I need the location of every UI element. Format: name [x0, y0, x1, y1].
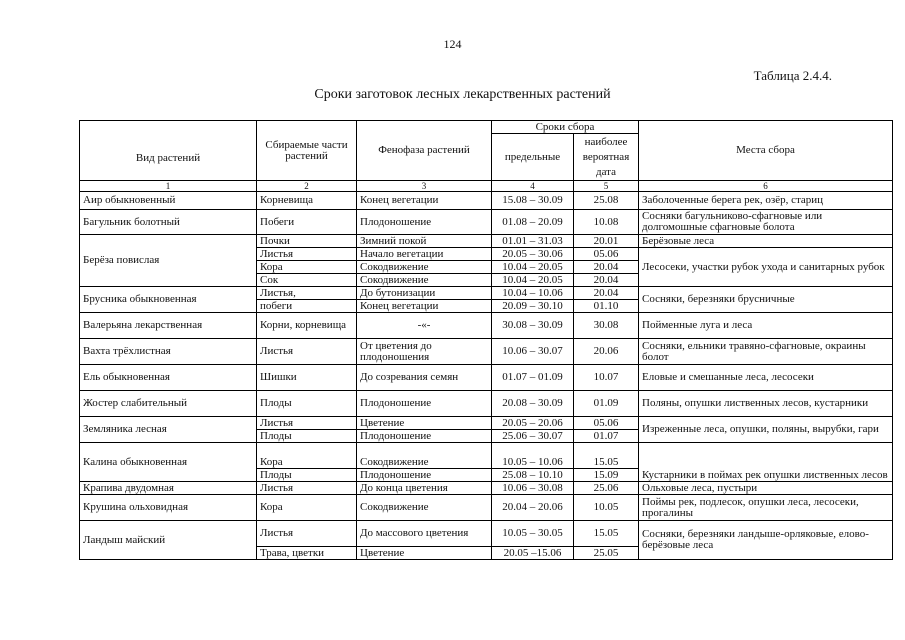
- table-row: [80, 313, 893, 339]
- phenophase: Конец вегетации: [357, 300, 492, 313]
- harvest-place: Сосняки, березняки ландыше-орляковые, елово-берёзовые леса: [639, 521, 893, 560]
- table-label: Таблица 2.4.4.: [753, 68, 832, 83]
- plant-part: Кора: [257, 261, 357, 274]
- limit-range: 10.06 – 30.08: [492, 482, 574, 495]
- likely-date: 25.08: [574, 192, 639, 210]
- harvest-place: Еловые и смешанные леса, лесосеки: [639, 365, 893, 391]
- plant-part: Листья: [257, 482, 357, 495]
- plant-part: Плоды: [257, 391, 357, 417]
- header-species: Вид растений: [80, 121, 257, 181]
- phenophase: До бутонизации: [357, 287, 492, 300]
- plant-part: Листья,: [257, 287, 357, 300]
- plant-part: Корни, корневища: [257, 313, 357, 339]
- likely-date: 10.07: [574, 365, 639, 391]
- phenophase: Цветение: [357, 417, 492, 430]
- species-name: Аир обыкновенный: [80, 192, 257, 210]
- likely-date: 15.05: [574, 521, 639, 547]
- plant-part: Плоды: [257, 430, 357, 443]
- limit-range: 25.08 – 10.10: [492, 469, 574, 482]
- plant-part: Побеги: [257, 210, 357, 235]
- likely-date: 25.05: [574, 547, 639, 560]
- likely-date: 25.06: [574, 482, 639, 495]
- plant-part: Листья: [257, 417, 357, 430]
- phenophase: Зимний покой: [357, 235, 492, 248]
- species-name: Крушина ольховидная: [80, 495, 257, 521]
- species-name: Жостер слабительный: [80, 391, 257, 417]
- col-number: 4: [492, 181, 574, 192]
- header-limit: предельные: [492, 134, 574, 181]
- species-name: Брусника обыкновенная: [80, 287, 257, 313]
- limit-range: 10.04 – 20.05: [492, 261, 574, 274]
- phenophase: До массового цветения: [357, 521, 492, 547]
- header-likely: наиболее вероятная дата: [574, 134, 639, 181]
- likely-date: 01.09: [574, 391, 639, 417]
- limit-range: 20.05 – 20.06: [492, 417, 574, 430]
- harvest-place: Сосняки, березняки брусничные: [639, 287, 893, 313]
- plant-part: Кора: [257, 443, 357, 469]
- phenophase: Сокодвижение: [357, 261, 492, 274]
- col-number: 6: [639, 181, 893, 192]
- limit-range: 15.08 – 30.09: [492, 192, 574, 210]
- likely-date: 20.06: [574, 339, 639, 365]
- likely-date: 10.05: [574, 495, 639, 521]
- phenophase: Сокодвижение: [357, 495, 492, 521]
- species-name: Калина обыкновенная: [80, 443, 257, 482]
- likely-date: 15.05: [574, 443, 639, 469]
- harvest-place: Сосняки, ельники травяно-сфагновые, окраины болот: [639, 339, 893, 365]
- limit-range: 20.08 – 30.09: [492, 391, 574, 417]
- table-row: [80, 521, 893, 547]
- plant-part: Шишки: [257, 365, 357, 391]
- phenophase: Плодоношение: [357, 210, 492, 235]
- species-name: Крапива двудомная: [80, 482, 257, 495]
- likely-date: 10.08: [574, 210, 639, 235]
- table-row: [80, 417, 893, 430]
- plant-part: Плоды: [257, 469, 357, 482]
- limit-range: 20.05 – 30.06: [492, 248, 574, 261]
- table-row: [80, 482, 893, 495]
- limit-range: 25.06 – 30.07: [492, 430, 574, 443]
- limit-range: 01.07 – 01.09: [492, 365, 574, 391]
- plant-part: Листья: [257, 248, 357, 261]
- harvest-place: Берёзовые леса: [639, 235, 893, 248]
- limit-range: 10.04 – 20.05: [492, 274, 574, 287]
- phenophase: Плодоношение: [357, 391, 492, 417]
- phenophase: Плодоношение: [357, 469, 492, 482]
- plant-part: побеги: [257, 300, 357, 313]
- plant-part: Листья: [257, 521, 357, 547]
- species-name: Вахта трёхлистная: [80, 339, 257, 365]
- likely-date: 01.10: [574, 300, 639, 313]
- plant-part: Трава, цветки: [257, 547, 357, 560]
- table-row: [80, 287, 893, 300]
- plant-part: Сок: [257, 274, 357, 287]
- phenophase: Плодоношение: [357, 430, 492, 443]
- phenophase: До созревания семян: [357, 365, 492, 391]
- likely-date: 05.06: [574, 248, 639, 261]
- phenophase: До конца цветения: [357, 482, 492, 495]
- limit-range: 01.01 – 31.03: [492, 235, 574, 248]
- likely-date: 15.09: [574, 469, 639, 482]
- species-name: Ландыш майский: [80, 521, 257, 560]
- limit-range: 30.08 – 30.09: [492, 313, 574, 339]
- page-number: 124: [443, 37, 462, 51]
- table-row: [80, 495, 893, 521]
- phenophase: От цветения до плодоношения: [357, 339, 492, 365]
- phenophase: -«-: [357, 313, 492, 339]
- species-name: Берёза повислая: [80, 235, 257, 287]
- phenophase: Конец вегетации: [357, 192, 492, 210]
- phenophase: Сокодвижение: [357, 274, 492, 287]
- harvest-place: Сосняки багульниково-сфагновые или долгомошные сфагновые болота: [639, 210, 893, 235]
- harvest-place: Поляны, опушки лиственных лесов, кустарники: [639, 391, 893, 417]
- table-row: [80, 192, 893, 210]
- harvest-place: Лесосеки, участки рубок ухода и санитарных рубок: [639, 248, 893, 287]
- limit-range: 10.05 – 10.06: [492, 443, 574, 469]
- plant-part: Листья: [257, 339, 357, 365]
- species-name: Ель обыкновенная: [80, 365, 257, 391]
- phenophase: Цветение: [357, 547, 492, 560]
- plant-part: Кора: [257, 495, 357, 521]
- table-row: [80, 210, 893, 235]
- limit-range: 10.04 – 10.06: [492, 287, 574, 300]
- likely-date: 20.01: [574, 235, 639, 248]
- harvest-table: [79, 120, 893, 560]
- plant-part: Почки: [257, 235, 357, 248]
- table-row: [80, 235, 893, 248]
- harvest-place: Пойменные луга и леса: [639, 313, 893, 339]
- species-name: Земляника лесная: [80, 417, 257, 443]
- table-row: [80, 339, 893, 365]
- harvest-place: Поймы рек, подлесок, опушки леса, лесосеки, прогалины: [639, 495, 893, 521]
- species-name: Валерьяна лекарственная: [80, 313, 257, 339]
- plant-part: Корневища: [257, 192, 357, 210]
- harvest-place: Кустарники в поймах рек опушки лиственных лесов: [639, 443, 893, 482]
- likely-date: 20.04: [574, 274, 639, 287]
- harvest-place: Заболоченные берега рек, озёр, стариц: [639, 192, 893, 210]
- limit-range: 10.05 – 30.05: [492, 521, 574, 547]
- limit-range: 20.09 – 30.10: [492, 300, 574, 313]
- header-parts: Сбираемые части растений: [257, 121, 357, 181]
- limit-range: 01.08 – 20.09: [492, 210, 574, 235]
- col-number: 1: [80, 181, 257, 192]
- col-number: 5: [574, 181, 639, 192]
- phenophase: Сокодвижение: [357, 443, 492, 469]
- likely-date: 01.07: [574, 430, 639, 443]
- likely-date: 20.04: [574, 287, 639, 300]
- table-row: [80, 391, 893, 417]
- likely-date: 20.04: [574, 261, 639, 274]
- col-number: 3: [357, 181, 492, 192]
- harvest-place: Изреженные леса, опушки, поляны, вырубки, гари: [639, 417, 893, 443]
- limit-range: 20.04 – 20.06: [492, 495, 574, 521]
- table-title: Сроки заготовок лесных лекарственных растений: [314, 87, 611, 102]
- limit-range: 10.06 – 30.07: [492, 339, 574, 365]
- table-row: [80, 365, 893, 391]
- col-number: 2: [257, 181, 357, 192]
- likely-date: 30.08: [574, 313, 639, 339]
- likely-date: 05.06: [574, 417, 639, 430]
- table-row: [80, 443, 893, 469]
- harvest-place: Ольховые леса, пустыри: [639, 482, 893, 495]
- header-terms: Сроки сбора: [492, 121, 639, 134]
- phenophase: Начало вегетации: [357, 248, 492, 261]
- header-places: Места сбора: [639, 121, 893, 181]
- species-name: Багульник болотный: [80, 210, 257, 235]
- header-phase: Фенофаза растений: [357, 121, 492, 181]
- limit-range: 20.05 –15.06: [492, 547, 574, 560]
